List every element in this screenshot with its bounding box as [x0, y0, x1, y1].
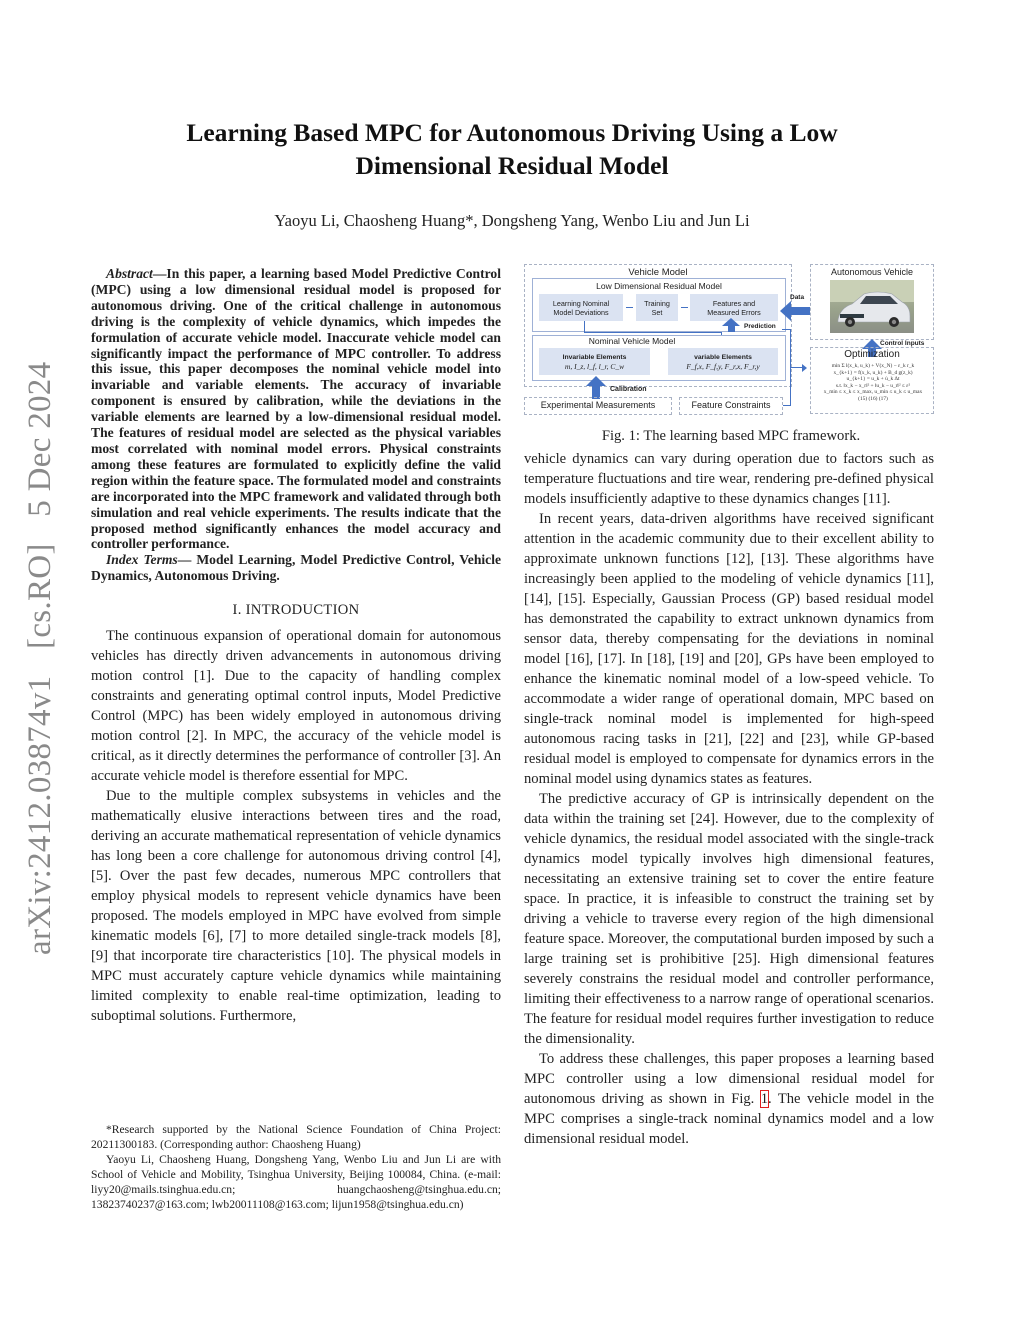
footnote-funding: *Research supported by the National Science Foundation of China Project: 20211300183. (Corresponding author: Chaosheng Huang): [91, 1123, 501, 1151]
equation-4: s.t. ‖x_k − x_r‖² + ‖u_k − u_r‖² ≤ ε²: [835, 382, 911, 389]
equation-6: (15) (16) (17): [858, 395, 888, 402]
abstract-label: Abstract: [106, 266, 153, 281]
intro-paragraph-6: [524, 1049, 934, 1149]
calibration-arrowhead-icon: [586, 376, 606, 386]
right-column: [524, 449, 934, 1149]
para-6-text-a: To address these challenges, this paper proposes a learning based MPC controller using a low dimensional residual model for autonomous driving as shown in Fig.: [524, 1051, 934, 1107]
arrow-training-to-learning: [626, 307, 633, 308]
prediction-line-h: [782, 329, 791, 330]
learning-deviations-box: [539, 294, 623, 321]
arxiv-id: arXiv:2412.03874v1: [22, 675, 58, 955]
prediction-label: Prediction: [744, 323, 776, 330]
prediction-arrowhead-icon: [722, 318, 740, 326]
footnote: [91, 1122, 501, 1212]
equation-2: x_{k+1} = f(x_k, u_k) + B_d g(z_k): [833, 369, 913, 376]
intro-paragraph-5: The predictive accuracy of GP is intrinsically dependent on the data within the training set [24]. However, due to the complexity of vehicle dynamics, the residual model associated with the single-track dynamics model typically involves high dimensional features, necessitating an extensive training set to cover the entire feature space. In practice, it is infeasible to construct the training set by driving a vehicle to traverse every region of the high dimensional feature space. Moreover, the computational burden imposed by such a large training set is prohibitive [25]. High dimensional features severely constrains the residual model and controller performance, limiting their effectiveness to a narrow range of operational scenarios. The feature for residual model requires further investigation to reduce the dimensionality.: [524, 791, 934, 1047]
paper-title: [120, 116, 904, 182]
arxiv-date: 5 Dec 2024: [22, 361, 58, 517]
arxiv-stamp: [22, 344, 59, 955]
vehicle-photo: [830, 280, 914, 333]
para-6-text-b: . The vehicle model in the MPC comprises a single-track nominal dynamics model and a low dimensional residual model.: [524, 1091, 935, 1147]
features-errors-box: [690, 294, 778, 321]
calibration-label: Calibration: [610, 386, 647, 393]
intro-paragraph-1: The continuous expansion of operational domain for autonomous vehicles has directly driven advancements in autonomous driving motion control [1]. Due to the capacity of handling complex constraints and generating optimal control inputs, Model Predictive Control (MPC) has been widely employed in autonomous driving motion control [2]. In MPC, the accuracy of the vehicle model is critical, as it directly determines the performance of controller [3]. An accurate vehicle model is therefore essential for MPC.: [91, 628, 501, 785]
arrow-features-to-training: [681, 307, 688, 308]
control-inputs-label: Control Inputs: [880, 340, 925, 347]
feature-constraints-label: Feature Constraints: [691, 400, 771, 410]
prediction-arrow-icon: [728, 325, 735, 332]
figure-mpc-framework: [522, 263, 936, 415]
training-set-box: [636, 294, 678, 321]
equation-5: x_min ≤ x_k ≤ x_max, u_min ≤ u_k ≤ u_max: [823, 389, 923, 396]
intro-paragraph-4: In recent years, data-driven algorithms have received significant attention in the academic community due to their excellent ability to approximate unknown functions [12], [13]. These algorithms have increasingly been applied to the modeling of vehicle dynamics [11], [14], [15]. Especially, Gaussian Process (GP) based residual model has demonstrated the capability to extract unknown dynamics from sensor data, thereby compensating for the deviations in nominal model [16], [17]. In [18], [19] and [20], GPs have been employed to enhance the kinematic nominal model of a low-speed vehicle. To accommodate a wider range of operational domain, MPC based on single-track nominal model is implemented for high-speed autonomous racing tasks in [21], [22] and [23], while GP-based residual model is employed to compensate for dynamics errors in the nominal model using dynamics states as features.: [524, 511, 934, 787]
learning-box-line-2: Model Deviations: [553, 307, 609, 317]
variable-vars: F_f,x, F_f,y, F_r,x, F_r,y: [686, 361, 760, 371]
optimization-label: Optimization: [844, 349, 900, 360]
data-arrow-icon: [790, 307, 810, 315]
footnote-affiliation: Yaoyu Li, Chaosheng Huang, Dongsheng Yang, Wenbo Liu and Jun Li are with School of Vehicle and Mobility, Tsinghua University, Beijing 100084, China. (e-mail: liyy20@mails.tsinghua.edu.cn; huangchaosheng@tsinghua.edu.cn; 13823740237@163.com; lwb20011108@163.com; lijun1958@tsinghua.edu.cn): [91, 1153, 501, 1211]
arxiv-category: [cs.RO]: [22, 543, 58, 649]
training-box-line-1: Training: [644, 298, 670, 308]
left-column: [91, 266, 501, 1026]
author-list: Yaoyu Li, Chaosheng Huang*, Dongsheng Yang, Wenbo Liu and Jun Li: [274, 211, 750, 230]
features-box-line-1: Features and: [712, 298, 756, 308]
residual-model-label: Low Dimensional Residual Model: [596, 281, 722, 291]
variable-title: variable Elements: [694, 353, 752, 361]
section-heading-introduction: I. INTRODUCTION: [232, 602, 360, 619]
title-line-2: Dimensional Residual Model: [355, 151, 669, 180]
invariable-title: Invariable Elements: [562, 353, 627, 361]
nominal-model-label: Nominal Vehicle Model: [588, 336, 676, 346]
abstract-text: In this paper, a learning based Model Predictive Control (MPC) using a low dimensional residual model is proposed for autonomous driving. One of the critical challenge in autonomous driving is the complexity of vehicle dynamics, which impedes the formulation of accurate vehicle model. Inaccurate vehicle model can significantly impact the performance of MPC controller. To address this issue, this paper decomposes the nominal vehicle model into invariable and variable elements. The accuracy of invariable component is ensured by calibration, while the deviations in the variable elements are learned by a low-dimensional residual model. The features of residual model are selected as the physical variables most correlated with nominal model errors. Physical constraints among these features are formulated to explicitly define the valid region within the feature space. The formulated model and constraints are incorporated into the MPC framework and validated through both simulation and real vehicle experiments. The results indicate that the proposed method significantly enhances the model accuracy and controller performance.: [91, 266, 501, 552]
index-terms-label: Index Terms: [106, 552, 178, 568]
figure-caption: Fig. 1: The learning based MPC framework.: [601, 428, 861, 444]
figure-1-reference-link[interactable]: 1: [760, 1091, 769, 1107]
invariable-vars: m, I_z, l_f, l_r, C_w: [564, 361, 625, 371]
invariable-elements-box: [539, 348, 650, 375]
title-line-1: Learning Based MPC for Autonomous Driving Using a Low: [186, 118, 838, 147]
abstract: Abstract—In this paper, a learning based Model Predictive Control (MPC) using a low dimensional residual model is proposed for autonomous driving. One of the critical challenge in autonomous driving is the complexity of vehicle dynamics, which impedes the formulation of accurate vehicle model. Inaccurate vehicle model can significantly impact the performance of MPC controller. To address this issue, this paper decomposes the nominal vehicle model into invariable and variable elements. The accuracy of invariable component is ensured by calibration, while the deviations in the variable elements are learned by a low-dimensional residual model. The features of residual model are selected as the physical variables most correlated with nominal model errors. Physical constraints among these features are formulated to explicitly define the valid region within the feature space. The formulated model and constraints are incorporated into the MPC framework and validated through both simulation and real vehicle experiments. The results indicate that the proposed method significantly enhances the model accuracy and controller performance.: [91, 266, 501, 552]
data-arrowhead-icon: [780, 301, 791, 321]
compensation-line-horizontal: [584, 332, 722, 333]
experimental-measurements-label: Experimental Measurements: [540, 400, 656, 410]
data-label: Data: [790, 294, 805, 301]
index-terms: Index Terms— Model Learning, Model Predictive Control, Vehicle Dynamics, Autonomous Driving.: [91, 552, 502, 584]
features-box-line-2: Measured Errors: [707, 307, 761, 317]
index-terms-text: Model Learning, Model Predictive Control, Vehicle Dynamics, Autonomous Driving.: [91, 552, 502, 584]
equation-3: u_{k+1} = u_k + u̇_k Δt: [846, 376, 900, 383]
vehicle-model-label: Vehicle Model: [628, 267, 688, 278]
variable-elements-box: [668, 348, 778, 375]
car-icon: [830, 280, 914, 333]
autonomous-vehicle-label: Autonomous Vehicle: [830, 267, 914, 277]
intro-paragraph-2: Due to the multiple complex subsystems in vehicles and the mathematically elusive interactions between tires and the road, deriving an accurate mathematical representation of vehicle dynamics has long been a core challenge for autonomous driving control [4], [5]. Over the past few decades, numerous MPC controllers that employ physical models to represent vehicle dynamics have been proposed. The models employed in MPC have evolved from simple kinematic models [6], [7] to more detailed single-track models [8], [9] that incorporate tire characteristics [10]. The physical models in MPC must accurately capture vehicle dynamics while maintaining limited complexity to enable real-time optimization, leading to suboptimal solutions. Furthermore,: [91, 788, 501, 1025]
equation-1: min Σ l(x_k, u_k) + V(x_N) − ε_k r_k: [831, 363, 915, 369]
training-box-line-2: Set: [651, 307, 663, 317]
optimization-equations: [814, 363, 932, 403]
learning-box-line-1: Learning Nominal: [552, 298, 610, 308]
intro-paragraph-3: vehicle dynamics can vary during operation due to factors such as temperature fluctuations and tire wear, rendering pre-defined physical models insufficiently adaptive to these dynamics changes [11].: [524, 451, 934, 507]
to-optimization-arrowhead-icon: [802, 364, 807, 372]
